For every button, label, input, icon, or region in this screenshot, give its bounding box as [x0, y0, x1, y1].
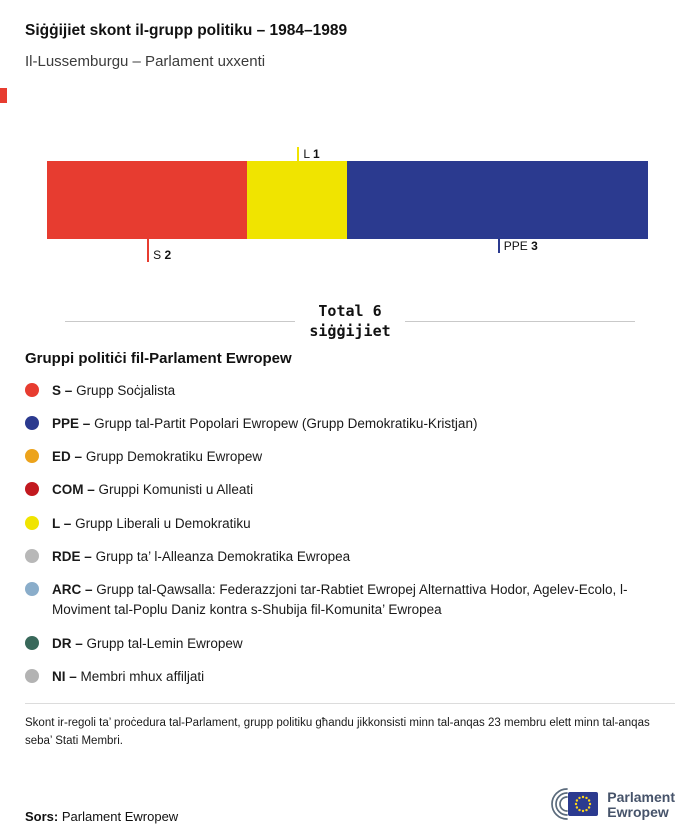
logo-wordmark — [607, 790, 675, 821]
total-label-line1: Total 6 — [318, 302, 382, 320]
page-title: Siġġijiet skont il-grupp politiku – 1984–1989 — [25, 22, 348, 39]
legend-color-dot — [25, 549, 39, 563]
segment-label-text: PPE 3 — [503, 239, 538, 253]
legend-item-label: S – Grupp Soċjalista — [52, 382, 176, 398]
segment-tick — [297, 147, 299, 161]
footnote: Skont ir-regoli ta’ proċedura tal-Parlament, grupp politiku għandu jikkonsisti minn tal-anqas 23 membru elett minn tal-anqas seba’ Stati Membri. — [25, 717, 650, 747]
footer — [25, 786, 675, 824]
legend-list — [25, 381, 675, 688]
legend-item-label: ED – Grupp Demokratiku Ewropew — [52, 449, 263, 464]
legend-item-ed — [25, 447, 675, 467]
legend-color-dot — [25, 482, 39, 496]
legend-item-com — [25, 480, 675, 500]
segment-tick — [498, 239, 500, 253]
footnote-divider — [25, 703, 675, 704]
legend-color-dot — [25, 516, 39, 530]
legend-item-label: RDE – Grupp ta’ l-Alleanza Demokratika Ewropea — [52, 548, 351, 564]
legend-item-ni — [25, 667, 675, 687]
legend-heading: Gruppi politiċi fil-Parlament Ewropew — [25, 349, 292, 367]
legend-color-dot — [25, 636, 39, 650]
european-parliament-logo — [538, 786, 675, 824]
source-label: Sors: — [25, 809, 59, 824]
source-line — [25, 809, 178, 824]
legend-item-label: PPE – Grupp tal-Partit Popolari Ewropew (Grupp Demokratiku-Kristjan) — [52, 415, 478, 431]
bar-segment-S — [47, 161, 247, 239]
legend-item-label: L – Grupp Liberali u Demokratiku — [52, 515, 251, 531]
legend-color-dot — [25, 582, 39, 596]
legend-item-label: NI – Membri mhux affiljati — [52, 668, 205, 684]
bar-segment-L — [247, 161, 347, 239]
ep-hemicycle-flag-icon — [538, 786, 600, 824]
legend-item-s — [25, 381, 675, 401]
legend-color-dot — [25, 669, 39, 683]
legend-item-arc — [25, 580, 675, 621]
legend-item-l — [25, 514, 675, 534]
logo-line1: Parlament — [607, 788, 675, 805]
segment-label-text: L 1 — [303, 147, 320, 161]
legend-color-dot — [25, 449, 39, 463]
seat-chart — [47, 147, 648, 262]
accent-mark — [0, 88, 7, 103]
legend-color-dot — [25, 383, 39, 397]
total-seats — [65, 301, 635, 342]
legend-color-dot — [25, 416, 39, 430]
total-divider-right — [405, 321, 635, 322]
logo-line2: Ewropew — [607, 804, 669, 820]
legend-item-label: DR – Grupp tal-Lemin Ewropew — [52, 635, 243, 651]
segment-label-PPE — [498, 239, 538, 253]
source-value: Parlament Ewropew — [61, 809, 179, 824]
segment-tick — [147, 239, 149, 262]
legend-item-ppe — [25, 414, 675, 434]
legend-item-dr — [25, 634, 675, 654]
legend-item-label: ARC – Grupp tal-Qawsalla: Federazzjoni tar-Rabtiet Ewropej Alternattiva Hodor, Agelev-Ecolo, l-Moviment tal-Poplu Daniz kontra s-Shubija fil-Komunita’ Ewropea — [52, 582, 628, 618]
legend-item-rde — [25, 547, 675, 567]
legend-item-label: COM – Gruppi Komunisti u Alleati — [52, 482, 254, 498]
page-subtitle: Il-Lussemburgu – Parlament uxxenti — [25, 53, 266, 70]
total-divider-left — [65, 321, 295, 322]
segment-label-L — [297, 147, 319, 161]
total-label — [295, 301, 404, 342]
segment-label-S — [147, 239, 171, 262]
total-label-line2: siġġijiet — [309, 322, 391, 341]
seat-bar — [47, 147, 648, 262]
bar-segment-PPE — [347, 161, 648, 239]
segment-label-text: S 2 — [153, 248, 172, 262]
